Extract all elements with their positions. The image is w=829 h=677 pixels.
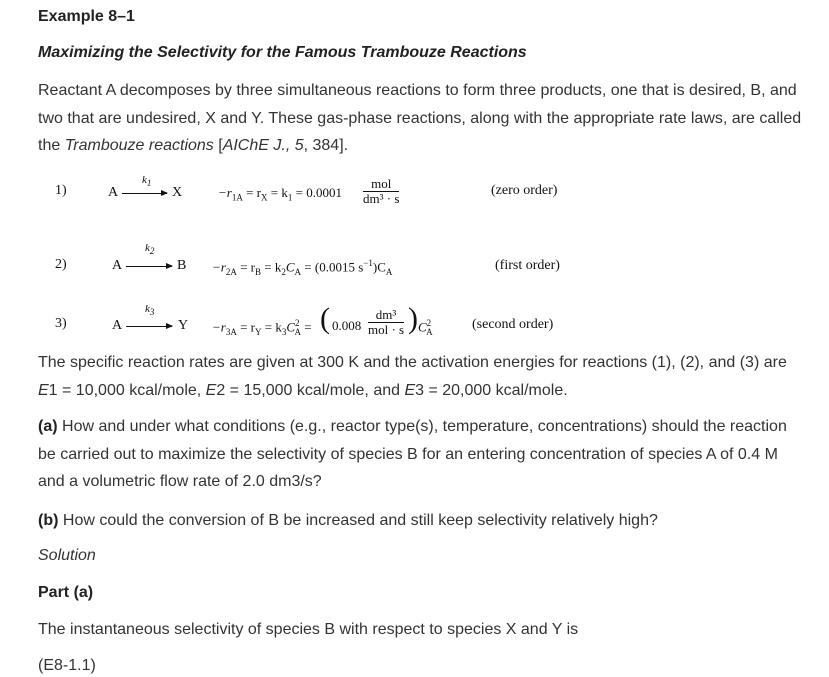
energy-e1-symbol: E xyxy=(38,381,49,399)
rates-paragraph xyxy=(38,349,808,404)
intro-italic-name: Trambouze reactions xyxy=(64,137,214,154)
intro-journal: AIChE J., 5 xyxy=(222,137,304,154)
reaction-2-order: (first order) xyxy=(495,258,560,273)
reaction-1-rate-constant: $k_1$ xyxy=(142,174,152,189)
example-title: Example 8–1 xyxy=(38,8,135,25)
reaction-3-units: dm³ mol · s xyxy=(368,307,405,337)
reaction-3-rate-constant: $k_3$ xyxy=(145,303,155,318)
question-a-text: How and under what conditions (e.g., reactor type(s), temperature, concentrations) should the reaction be carried out to maximize the selectivity of species B for an entering concentration of species A of 0.4 M and a volumetric flow rate of 2.0 dm3/s? xyxy=(38,418,787,490)
reaction-2-arrow xyxy=(126,266,172,267)
rates-text-c: 2 = 15,000 kcal/mole, and xyxy=(216,381,405,399)
equation-reference: (E8-1.1) xyxy=(38,657,96,674)
solution-label: Solution xyxy=(38,547,96,564)
reaction-1-number: 1) xyxy=(55,183,67,198)
selectivity-text: The instantaneous selectivity of species B with respect to species X and Y is xyxy=(38,621,579,638)
reaction-3-arrow xyxy=(126,326,172,327)
example-subtitle: Maximizing the Selectivity for the Famous Trambouze Reactions xyxy=(38,44,527,61)
rates-text-a: The specific reaction rates are given at 300 K and the activation energies for reactions (1), (2), and (3) are xyxy=(38,354,787,371)
reaction-3-number: 3) xyxy=(55,316,67,331)
question-b-label: (b) xyxy=(38,512,59,529)
energy-e2-symbol: E xyxy=(205,381,217,399)
intro-text-3: , 384]. xyxy=(303,137,349,154)
reaction-1-product: X xyxy=(172,185,183,200)
reaction-1-reactant: A xyxy=(108,185,119,200)
reaction-1-order: (zero order) xyxy=(491,183,558,198)
part-a-label: Part (a) xyxy=(38,584,94,601)
rates-text-d: 3 = 20,000 kcal/mole. xyxy=(415,381,568,399)
question-b xyxy=(38,507,808,535)
intro-text-2: [ xyxy=(213,137,223,154)
rates-text-b: 1 = 10,000 kcal/mole, xyxy=(48,381,206,399)
reaction-1-rate-law: $-r_{1A} = r_X = k_1 = 0.0001$ xyxy=(218,185,342,203)
reaction-2-rate-constant: $k_2$ xyxy=(145,242,155,257)
reaction-1-arrow xyxy=(122,193,167,194)
reaction-3-coefficient: 0.008 xyxy=(332,318,362,333)
reaction-3-left-paren: ( xyxy=(320,302,330,335)
reaction-2-reactant: A xyxy=(112,258,123,273)
reaction-2-rate-law: $-r_{2A} = r_B = k_2C_A = (0.0015$ $s^{-1})C_A$ xyxy=(212,258,393,277)
reaction-3-product: Y xyxy=(178,318,189,333)
question-a-label: (a) xyxy=(38,418,58,435)
intro-paragraph xyxy=(38,77,808,160)
intro-text-1: Reactant A decomposes by three simultaneous reactions to form three products, one that is desired, B, and two that are undesired, X and Y. These gas-phase reactions, along with the appropriate rate laws, are called the xyxy=(38,82,802,154)
energy-e3-symbol: E xyxy=(404,381,416,399)
reaction-1-units: mol dm³ · s xyxy=(363,176,400,206)
reaction-3-tail: $C^2_A$ xyxy=(418,318,433,337)
reaction-2-number: 2) xyxy=(55,257,67,272)
reaction-3-right-paren: ) xyxy=(408,302,418,335)
question-a xyxy=(38,413,808,496)
reaction-2-product: B xyxy=(177,258,187,273)
question-b-text: How could the conversion of B be increased and still keep selectivity relatively high? xyxy=(58,512,658,529)
reaction-3-rate-law: $-r_{3A} = r_Y = k_3C^2_A$ = xyxy=(212,318,312,337)
reaction-3-order: (second order) xyxy=(472,317,554,332)
reaction-3-reactant: A xyxy=(112,318,123,333)
